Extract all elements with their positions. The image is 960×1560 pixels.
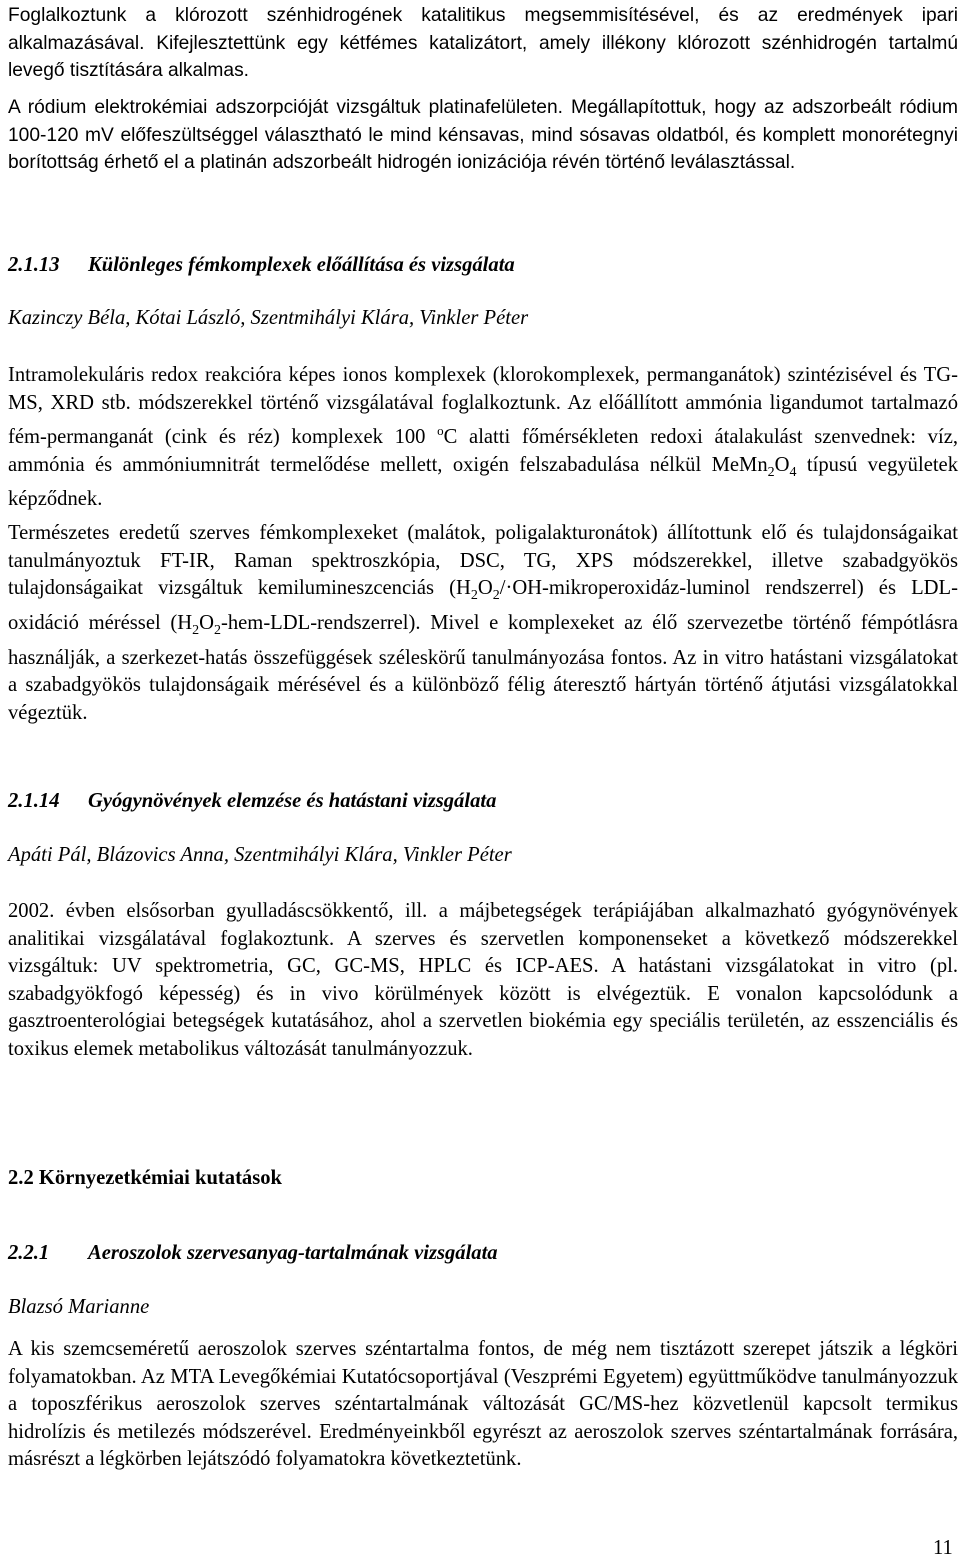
- section-heading-2-2: 2.2 Környezetkémiai kutatások: [8, 1167, 282, 1189]
- section-paragraph: A kis szemcseméretű aeroszolok szerves széntartalma fontos, de még nem tisztázott szerepet játszik a légköri folyamatokban. Az MTA Levegőkémiai Kutatócsoportjával (Veszprémi Egyetem) együttműködve tanulmányozzuk a toposzférikus aeroszolok szerves széntartalmának változását GC/MS-hez közvetlenül kapcsolt termikus hidrolízis és metilezés módszerével. Eredményeinkből egyrészt az aeroszolok szerves széntartalmának forrására, másrészt a légkörben lejátszódó folyamatokra következtetünk.: [8, 1338, 958, 1471]
- section-title: Gyógynövények elemzése és hatástani vizsgálata: [88, 790, 497, 812]
- section-number: 2.1.14: [8, 790, 60, 812]
- section-number: 2.1.13: [8, 254, 60, 276]
- section-authors: Apáti Pál, Blázovics Anna, Szentmihályi Klára, Vinkler Péter: [8, 844, 512, 866]
- section-heading-2-2-1: [8, 1242, 958, 1265]
- section-title: Aeroszolok szervesanyag-tartalmának vizsgálata: [88, 1242, 498, 1264]
- section-title: Különleges fémkomplexek előállítása és vizsgálata: [88, 254, 515, 276]
- intro-paragraph-2: A ródium elektrokémiai adszorpcióját vizsgáltuk platinafelületen. Megállapítottuk, hogy az adszorbeált ródium 100-120 mV előfeszültséggel választható le mind kénsavas, mind sósavas oldatból, és komplett monorétegnyi borítottság érhető el a platinán adszorbeált hidrogén ionizációja révén történő leválasztással.: [8, 97, 958, 174]
- section-heading-2-1-13: [8, 254, 958, 277]
- section-paragraph: Intramolekuláris redox reakcióra képes ionos komplexek (klorokomplexek, permanganátok) szintézisével és TG-MS, XRD stb. módszerekkel történő vizsgálatával foglalkoztunk. Az előállított ammónia ligandumot tartalmazó fém-permanganát (cink és réz) komplexek 100 $^o$C alatti főmérsékleten redoxi átalakulást szenvednek: víz, ammónia és ammóniumnitrát termelődése mellett, oxigén felszabadulása nélkül $MeMn_2O_4$ típusú vegyületek képződnek.: [8, 364, 958, 511]
- intro-paragraph-1: Foglalkoztunk a klórozott szénhidrogének katalitikus megsemmisítésével, és az eredmények ipari alkalmazásával. Kifejlesztettünk egy kétfémes katalizátort, amely illékony klórozott szénhidrogén tartalmú levegő tisztítására alkalmas.: [8, 5, 958, 82]
- section-heading-2-1-14: [8, 790, 958, 813]
- section-authors: Blazsó Marianne: [8, 1296, 150, 1318]
- section-number: 2.2.1: [8, 1242, 50, 1264]
- section-paragraph: Természetes eredetű szerves fémkomplexeket (malátok, poligalakturonátok) állítottunk elő és tulajdonságaikat tanulmányoztuk FT-IR, Raman spektroszkópia, DSC, TG, XPS módszerekkel, illetve szabadgyökös tulajdonságaikat vizsgáltuk kemilumineszcenciás ($H_2O_2/\cdot OH-mikroperoxidáz$-luminol rendszerrel) és LDL-oxidáció méréssel $(H_2O_2-hem-LDL-rendszerrel)$. Mivel e komplexeket az élő szervezetbe történő fémpótlásra használják, a szerkezet-hatás összefüggések széleskörű tanulmányozása fontos. Az in vitro hatástani vizsgálatokat a szabadgyökös tulajdonságaik mérésével és a különböző félig áteresztő hártyán történő átjutási vizsgálatokkal végeztük.: [8, 522, 958, 724]
- section-authors: Kazinczy Béla, Kótai László, Szentmihályi Klára, Vinkler Péter: [8, 307, 529, 329]
- section-paragraph: 2002. évben elsősorban gyulladáscsökkentő, ill. a májbetegségek terápiájában alkalmazható gyógynövények analitikai vizsgálatával foglakoztunk. A szerves és szervetlen komponenseket a következő módszerekkel vizsgáltuk: UV spektrometria, GC, GC-MS, HPLC és ICP-AES. A hatástani vizsgálatokat in vitro (pl. szabadgyökfogó képesség) és in vivo körülmények között is elvégeztük. E vonalon kapcsolódunk a gasztroenterológiai betegségek kutatásához, ahol a szervetlen biokémia egy speciális területén, az esszenciális és toxikus elemek metabolikus változását tanulmányozzuk.: [8, 900, 958, 1060]
- page-number: 11: [933, 1537, 953, 1559]
